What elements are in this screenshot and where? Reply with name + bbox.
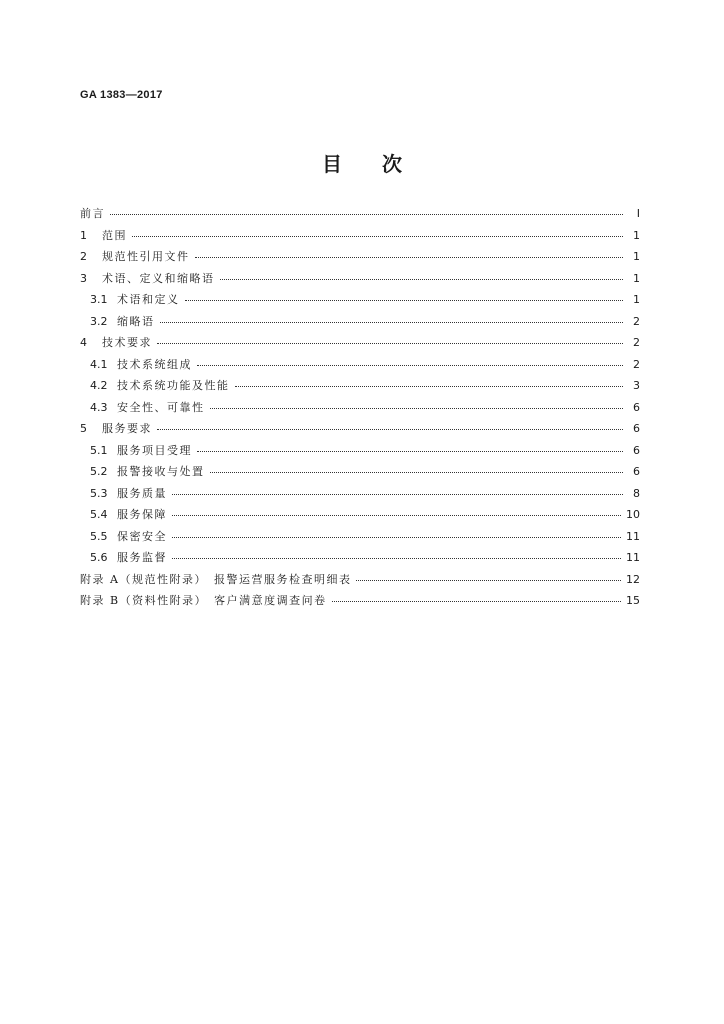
toc-entry-page: 6	[633, 422, 640, 435]
toc-entry-number: 5	[80, 422, 87, 435]
toc-entry-page: 6	[633, 400, 640, 414]
toc-entry-page: 12	[626, 572, 640, 586]
toc-entry[interactable]	[80, 528, 640, 550]
toc-leader-dots	[210, 472, 624, 473]
toc-entry-title: 附录 A（规范性附录） 报警运营服务检查明细表	[80, 572, 352, 586]
toc-leader-dots	[235, 386, 624, 387]
toc-entry[interactable]	[80, 485, 640, 507]
toc-entry-title: 安全性、可靠性	[117, 400, 205, 414]
toc-leader-dots	[220, 279, 624, 280]
toc-entry-title: 规范性引用文件	[102, 250, 190, 263]
toc-entry-page: 15	[626, 594, 640, 607]
toc-entry[interactable]	[80, 313, 640, 335]
toc-leader-dots	[195, 257, 624, 258]
toc-leader-dots	[172, 537, 621, 538]
toc-entry-number: 4.1	[90, 357, 108, 371]
toc-entry-title: 服务监督	[117, 551, 167, 564]
toc-leader-dots	[160, 322, 624, 323]
toc-entry[interactable]	[80, 463, 640, 485]
toc-leader-dots	[356, 580, 621, 581]
toc-entry[interactable]	[80, 442, 640, 464]
toc-leader-dots	[197, 365, 623, 366]
toc-entry-page: 10	[626, 508, 640, 521]
toc-entry[interactable]	[80, 356, 640, 378]
toc-leader-dots	[157, 429, 623, 430]
toc-entry-title: 范围	[102, 228, 127, 242]
toc-leader-dots	[172, 494, 623, 495]
toc-title: 目 次	[322, 152, 402, 176]
toc-entry-number: 4.3	[90, 400, 108, 414]
toc-entry[interactable]	[80, 227, 640, 249]
toc-entry-title: 保密安全	[117, 529, 167, 543]
toc-entry-page: 2	[633, 336, 640, 349]
toc-entry-number: 3.2	[90, 314, 108, 328]
toc-entry-number: 3	[80, 271, 87, 285]
toc-entry-number: 5.3	[90, 486, 108, 500]
toc-entry-page: 2	[633, 314, 640, 328]
toc-entry-page: 1	[633, 271, 640, 285]
toc-entry-number: 1	[80, 228, 87, 242]
toc-leader-dots	[332, 601, 621, 602]
toc-entry-number: 5.6	[90, 551, 108, 564]
toc-leader-dots	[172, 515, 621, 516]
toc-entry[interactable]	[80, 506, 640, 528]
toc-entry-number: 2	[80, 250, 87, 263]
toc-leader-dots	[157, 343, 623, 344]
toc-entry-page: 1	[633, 228, 640, 242]
toc-entry[interactable]	[80, 248, 640, 270]
toc-entry[interactable]	[80, 420, 640, 442]
toc-entry-number: 4	[80, 336, 87, 349]
toc-leader-dots	[185, 300, 624, 301]
toc-entry-title: 技术系统组成	[117, 357, 192, 371]
toc-entry-title: 服务保障	[117, 508, 167, 521]
toc-entry[interactable]	[80, 571, 640, 593]
toc-entry-number: 3.1	[90, 293, 108, 306]
toc-leader-dots	[172, 558, 621, 559]
document-code: GA 1383—2017	[80, 89, 163, 101]
toc-leader-dots	[210, 408, 624, 409]
toc-entry-title: 报警接收与处置	[117, 465, 205, 478]
toc-entry[interactable]	[80, 549, 640, 571]
toc-entry-title: 技术要求	[102, 336, 152, 349]
toc-entry-page: I	[636, 207, 640, 220]
table-of-contents	[80, 205, 640, 614]
toc-leader-dots	[132, 236, 623, 237]
toc-entry[interactable]	[80, 205, 640, 227]
toc-entry-page: 11	[626, 529, 640, 543]
toc-entry-title: 附录 B（资料性附录） 客户满意度调查问卷	[80, 594, 327, 607]
toc-entry-title: 前言	[80, 207, 105, 220]
toc-entry[interactable]	[80, 399, 640, 421]
toc-entry-page: 6	[633, 465, 640, 478]
toc-entry-number: 5.1	[90, 443, 108, 457]
toc-leader-dots	[110, 214, 623, 215]
toc-entry[interactable]	[80, 334, 640, 356]
toc-entry[interactable]	[80, 270, 640, 292]
toc-entry-page: 1	[633, 293, 640, 306]
toc-entry-number: 4.2	[90, 379, 108, 392]
toc-entry-number: 5.5	[90, 529, 108, 543]
toc-entry-title: 术语、定义和缩略语	[102, 271, 215, 285]
toc-entry[interactable]	[80, 592, 640, 614]
toc-entry-page: 2	[633, 357, 640, 371]
toc-entry[interactable]	[80, 377, 640, 399]
toc-entry[interactable]	[80, 291, 640, 313]
toc-entry-title: 服务要求	[102, 422, 152, 435]
toc-entry-title: 术语和定义	[117, 293, 180, 306]
toc-entry-page: 3	[633, 379, 640, 392]
toc-entry-title: 缩略语	[117, 314, 155, 328]
toc-entry-page: 11	[626, 551, 640, 564]
toc-entry-number: 5.4	[90, 508, 108, 521]
toc-entry-page: 8	[633, 486, 640, 500]
toc-entry-page: 1	[633, 250, 640, 263]
toc-entry-page: 6	[633, 443, 640, 457]
toc-entry-title: 服务项目受理	[117, 443, 192, 457]
toc-entry-number: 5.2	[90, 465, 108, 478]
toc-entry-title: 服务质量	[117, 486, 167, 500]
toc-entry-title: 技术系统功能及性能	[117, 379, 230, 392]
toc-leader-dots	[197, 451, 623, 452]
